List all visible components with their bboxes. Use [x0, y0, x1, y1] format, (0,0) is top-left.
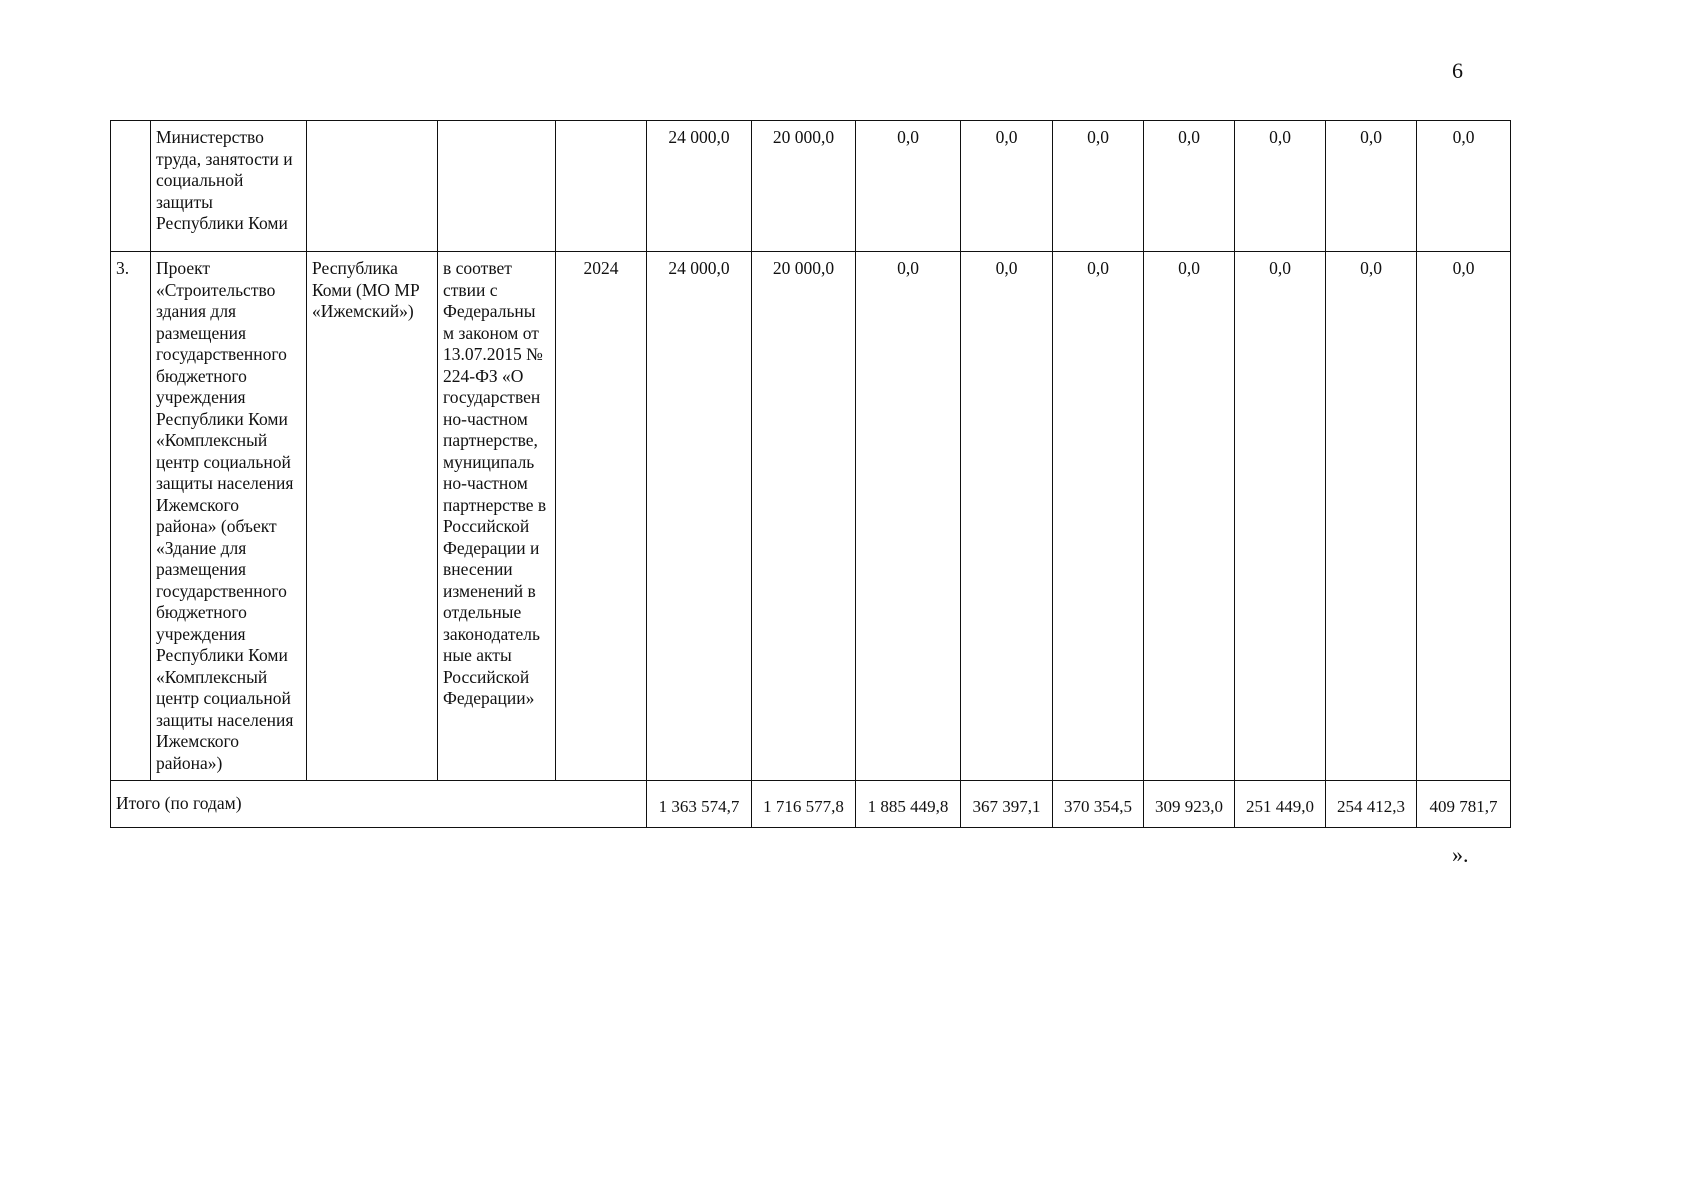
- value-cell: 0,0: [1326, 121, 1417, 252]
- value-cell: 20 000,0: [752, 121, 856, 252]
- value-cell: 0,0: [1053, 252, 1144, 781]
- value-cell: 0,0: [1144, 121, 1235, 252]
- total-value-cell: 251 449,0: [1235, 781, 1326, 828]
- total-value-cell: 1 363 574,7: [647, 781, 752, 828]
- value-cell: 0,0: [1417, 121, 1511, 252]
- value-cell: 0,0: [1053, 121, 1144, 252]
- total-value-cell: 1 885 449,8: [856, 781, 961, 828]
- value-cell: 0,0: [961, 121, 1053, 252]
- row-year-cell: 2024: [556, 252, 647, 781]
- budget-table: [110, 120, 1511, 828]
- value-cell: 0,0: [856, 121, 961, 252]
- value-cell: 0,0: [1235, 252, 1326, 781]
- total-value-cell: 254 412,3: [1326, 781, 1417, 828]
- value-cell: 0,0: [1235, 121, 1326, 252]
- page-number: 6: [1452, 58, 1463, 83]
- row-basis-cell: [438, 121, 556, 252]
- row-name-cell: Министерство труда, занятости и социальной защиты Республики Коми: [151, 121, 307, 252]
- value-cell: 0,0: [1417, 252, 1511, 781]
- value-cell: 24 000,0: [647, 252, 752, 781]
- row-owner-cell: [307, 121, 438, 252]
- table-row: [111, 121, 1511, 252]
- row-owner-cell: Республика Коми (МО МР «Ижемский»): [307, 252, 438, 781]
- value-cell: 20 000,0: [752, 252, 856, 781]
- value-cell: 24 000,0: [647, 121, 752, 252]
- row-name-cell: Проект «Строительство здания для размещения государственного бюджетного учреждения Республики Коми «Комплексный центр социальной защиты населения Ижемского района» (объект «Здание для размещения государственного бюджетного учреждения Республики Коми «Комплексный центр социальной защиты населения Ижемского района»): [151, 252, 307, 781]
- row-year-cell: [556, 121, 647, 252]
- value-cell: 0,0: [1144, 252, 1235, 781]
- value-cell: 0,0: [856, 252, 961, 781]
- value-cell: 0,0: [1326, 252, 1417, 781]
- total-value-cell: 409 781,7: [1417, 781, 1511, 828]
- total-value-cell: 370 354,5: [1053, 781, 1144, 828]
- value-cell: 0,0: [961, 252, 1053, 781]
- total-label: Итого (по годам): [111, 781, 647, 828]
- total-value-cell: 309 923,0: [1144, 781, 1235, 828]
- row-number-cell: 3.: [111, 252, 151, 781]
- row-number-cell: [111, 121, 151, 252]
- closing-quote-mark: ».: [1452, 842, 1469, 867]
- total-value-cell: 367 397,1: [961, 781, 1053, 828]
- total-value-cell: 1 716 577,8: [752, 781, 856, 828]
- row-basis-cell: в соответ ствии с Федеральны м законом от 13.07.2015 № 224-ФЗ «О государствен но-частном партнерстве, муниципаль но-частном партнерстве в Российской Федерации и внесении изменений в отдельные законодатель ные акты Российской Федерации»: [438, 252, 556, 781]
- total-row: [111, 781, 1511, 828]
- table-row: [111, 252, 1511, 781]
